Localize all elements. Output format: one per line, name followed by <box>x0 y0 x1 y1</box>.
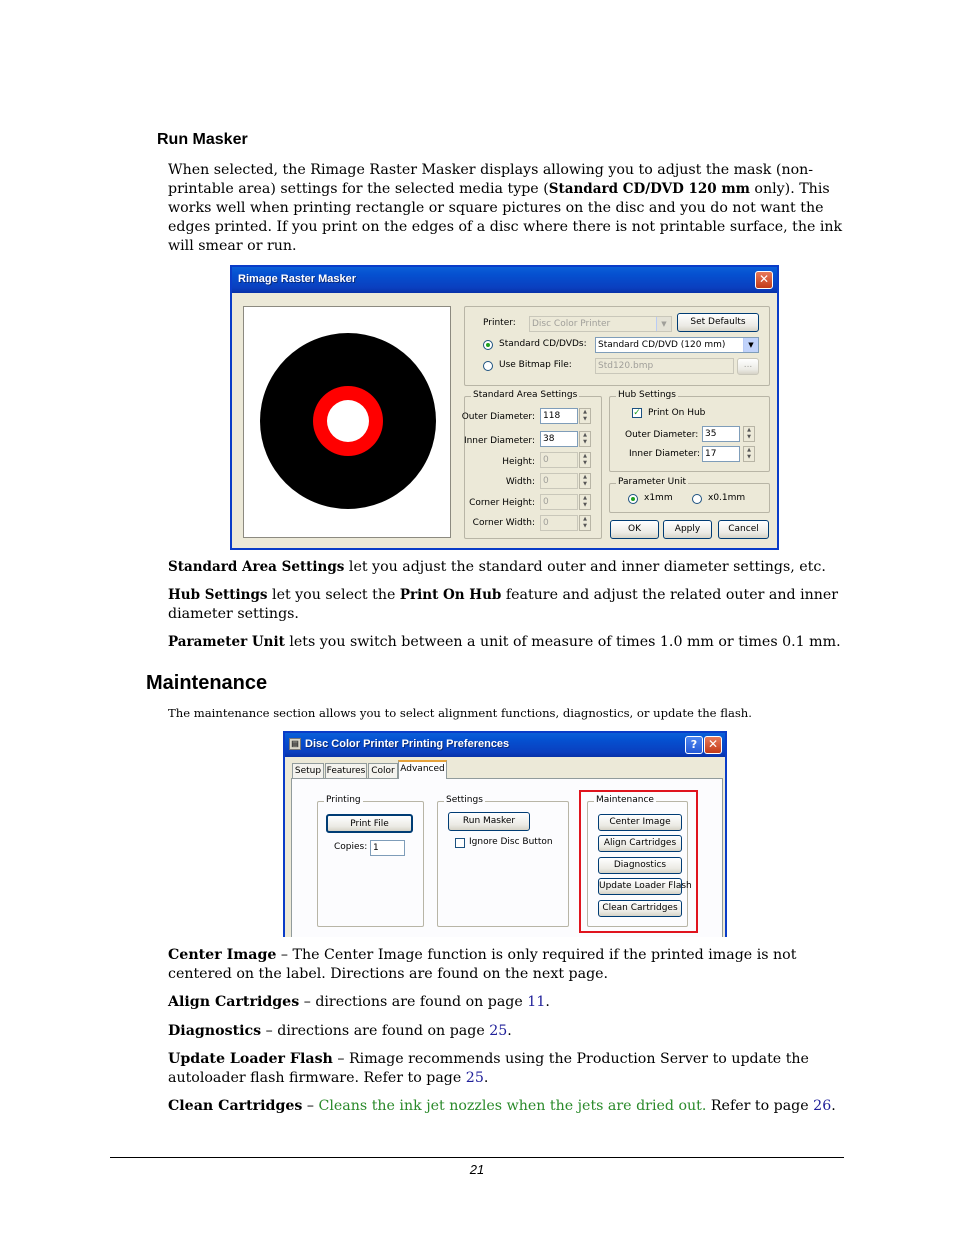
maintenance-heading: Maintenance <box>146 672 268 694</box>
maintenance-legend: Maintenance <box>596 795 654 805</box>
copies-label: Copies: <box>334 842 368 852</box>
hub-outer-label: Outer Diameter: <box>625 430 699 440</box>
hub-outer-input[interactable]: 35 <box>702 426 740 442</box>
run-masker-button[interactable]: Run Masker <box>448 812 530 831</box>
corner-width-spinner[interactable]: ▲ ▼ <box>579 515 591 531</box>
hub-outer-spinner[interactable]: ▲ ▼ <box>743 426 755 442</box>
height-label: Height: <box>502 457 535 467</box>
close-icon[interactable]: ✕ <box>755 271 773 289</box>
standard-area-group <box>461 390 602 539</box>
hub-inner-label: Inner Diameter: <box>629 449 701 459</box>
clean-cartridges-button[interactable]: Clean Cartridges <box>598 900 682 917</box>
masker-title: Rimage Raster Masker <box>238 273 357 285</box>
hub-settings-legend: Hub Settings <box>618 390 676 400</box>
hub-inner-input[interactable]: 17 <box>702 446 740 462</box>
standard-area-legend: Standard Area Settings <box>473 390 578 400</box>
print-on-hub-label: Print On Hub <box>648 408 706 418</box>
corner-height-input[interactable]: 0 <box>540 494 578 510</box>
raster-masker-dialog <box>230 265 779 550</box>
set-defaults-button[interactable]: Set Defaults <box>677 313 759 332</box>
parameter-unit-group <box>609 477 770 513</box>
printing-group <box>317 795 424 927</box>
parameter-unit-description: Parameter Unit lets you switch between a unit of measure of times 1.0 mm or times 0.1 mm. <box>168 634 841 650</box>
align-page-link[interactable]: 11 <box>527 994 546 1010</box>
para-line: When selected, the Rimage Raster Masker displays allowing you to adjust the mask (non- <box>168 162 814 178</box>
apply-button[interactable]: Apply <box>663 520 712 539</box>
diagnostics-page-link[interactable]: 25 <box>489 1023 508 1039</box>
ignore-disc-checkbox[interactable] <box>455 838 465 848</box>
standard-area-description: Standard Area Settings let you adjust the standard outer and inner diameter settings, etc. <box>168 559 826 575</box>
disc-preview-graphic <box>244 307 452 539</box>
ok-button[interactable]: OK <box>610 520 659 539</box>
corner-width-input[interactable]: 0 <box>540 515 578 531</box>
cancel-button[interactable]: Cancel <box>718 520 769 539</box>
prefs-titlebar <box>285 733 725 757</box>
settings-legend: Settings <box>446 795 483 805</box>
hub-hole <box>327 400 369 442</box>
chevron-down-icon: ▼ <box>656 317 671 331</box>
center-image-button[interactable]: Center Image <box>598 814 682 831</box>
update-page-link[interactable]: 25 <box>465 1070 484 1086</box>
align-cartridges-button[interactable]: Align Cartridges <box>598 835 682 852</box>
standard-radio[interactable] <box>483 340 493 350</box>
printing-legend: Printing <box>326 795 361 805</box>
align-cartridges-description: Align Cartridges – directions are found on page 11. <box>168 994 550 1010</box>
corner-width-label: Corner Width: <box>472 518 535 528</box>
bitmap-radio[interactable] <box>483 361 493 371</box>
clean-page-link[interactable]: 26 <box>813 1098 832 1114</box>
outer-diameter-spinner[interactable]: ▲ ▼ <box>579 408 591 424</box>
printer-label: Printer: <box>483 318 516 328</box>
printer-icon: ▤ <box>289 738 301 750</box>
tab-setup[interactable]: Setup <box>292 763 324 778</box>
copies-input[interactable]: 1 <box>370 840 405 856</box>
inner-diameter-input[interactable]: 38 <box>540 431 578 447</box>
corner-height-label: Corner Height: <box>469 498 535 508</box>
unit-01mm-radio[interactable] <box>692 494 702 504</box>
mask-preview <box>243 306 451 538</box>
para-line: works well when printing rectangle or square pictures on the disc and you do not want the <box>168 200 824 216</box>
browse-button[interactable]: ... <box>737 358 759 375</box>
maintenance-intro: The maintenance section allows you to select alignment functions, diagnostics, or update the flash. <box>168 706 752 720</box>
bitmap-label: Use Bitmap File: <box>499 360 572 370</box>
tab-advanced[interactable]: Advanced <box>398 760 447 779</box>
unit-01mm-label: x0.1mm <box>708 493 746 503</box>
bitmap-field[interactable]: Std120.bmp <box>595 358 734 374</box>
print-file-button[interactable]: Print File <box>326 814 413 833</box>
standard-select[interactable]: Standard CD/DVD (120 mm) ▼ <box>595 337 759 353</box>
settings-group <box>437 795 569 927</box>
parameter-unit-legend: Parameter Unit <box>618 477 687 487</box>
prefs-title: Disc Color Printer Printing Preferences <box>305 738 510 750</box>
clean-cartridges-description: Clean Cartridges – Cleans the ink jet nozzles when the jets are dried out. Refer to page 26. <box>168 1098 836 1114</box>
outer-diameter-label: Outer Diameter: <box>461 412 535 422</box>
maintenance-highlight-box <box>579 790 698 933</box>
hub-settings-description: Hub Settings let you select the Print On Hub feature and adjust the related outer and inner diameter settings. <box>168 587 839 622</box>
width-label: Width: <box>505 477 535 487</box>
corner-height-spinner[interactable]: ▲ ▼ <box>579 494 591 510</box>
unit-1mm-label: x1mm <box>644 493 673 503</box>
para-line: printable area) settings for the selected media type (Standard CD/DVD 120 mm only). This <box>168 181 830 197</box>
width-input[interactable]: 0 <box>540 473 578 489</box>
chevron-down-icon: ▼ <box>743 338 758 352</box>
update-loader-description: Update Loader Flash – Rimage recommends using the Production Server to update the autoloader flash firmware. Refer to page 25. <box>168 1051 809 1086</box>
para-line: edges printed. If you print on the edges of a disc where there is not printable surface, the ink <box>168 219 843 235</box>
footer-rule <box>110 1157 844 1158</box>
ignore-disc-label: Ignore Disc Button <box>469 837 553 847</box>
center-image-description: Center Image – The Center Image function is only required if the printed image is not centered on the label. Directions are found on the next page. <box>168 947 797 982</box>
para-line: will smear or run. <box>168 238 297 254</box>
printer-group <box>464 306 770 386</box>
close-icon[interactable]: ✕ <box>704 736 722 754</box>
hub-inner-spinner[interactable]: ▲ ▼ <box>743 446 755 462</box>
tab-color[interactable]: Color <box>368 763 398 778</box>
printing-preferences-dialog <box>283 731 727 937</box>
inner-diameter-label: Inner Diameter: <box>463 436 535 446</box>
inner-diameter-spinner[interactable]: ▲ ▼ <box>579 431 591 447</box>
update-loader-flash-button[interactable]: Update Loader Flash <box>598 878 682 895</box>
page-number: 21 <box>469 1162 485 1177</box>
print-on-hub-checkbox[interactable]: ✓ <box>633 408 641 418</box>
run-masker-paragraph <box>168 161 848 256</box>
masker-titlebar <box>232 267 777 293</box>
diagnostics-button[interactable]: Diagnostics <box>598 857 682 874</box>
diagnostics-description: Diagnostics – directions are found on page 25. <box>168 1023 512 1039</box>
unit-1mm-radio[interactable] <box>628 494 638 504</box>
outer-diameter-input[interactable]: 118 <box>540 408 578 424</box>
height-spinner[interactable]: ▲ ▼ <box>579 452 591 468</box>
tab-features[interactable]: Features <box>325 763 367 778</box>
width-spinner[interactable]: ▲ ▼ <box>579 473 591 489</box>
height-input[interactable]: 0 <box>540 452 578 468</box>
standard-label: Standard CD/DVDs: <box>499 339 587 349</box>
help-icon[interactable]: ? <box>685 736 703 754</box>
printer-select[interactable]: Disc Color Printer ▼ <box>529 316 672 332</box>
hub-settings-group <box>609 390 770 472</box>
run-masker-heading: Run Masker <box>157 131 248 148</box>
